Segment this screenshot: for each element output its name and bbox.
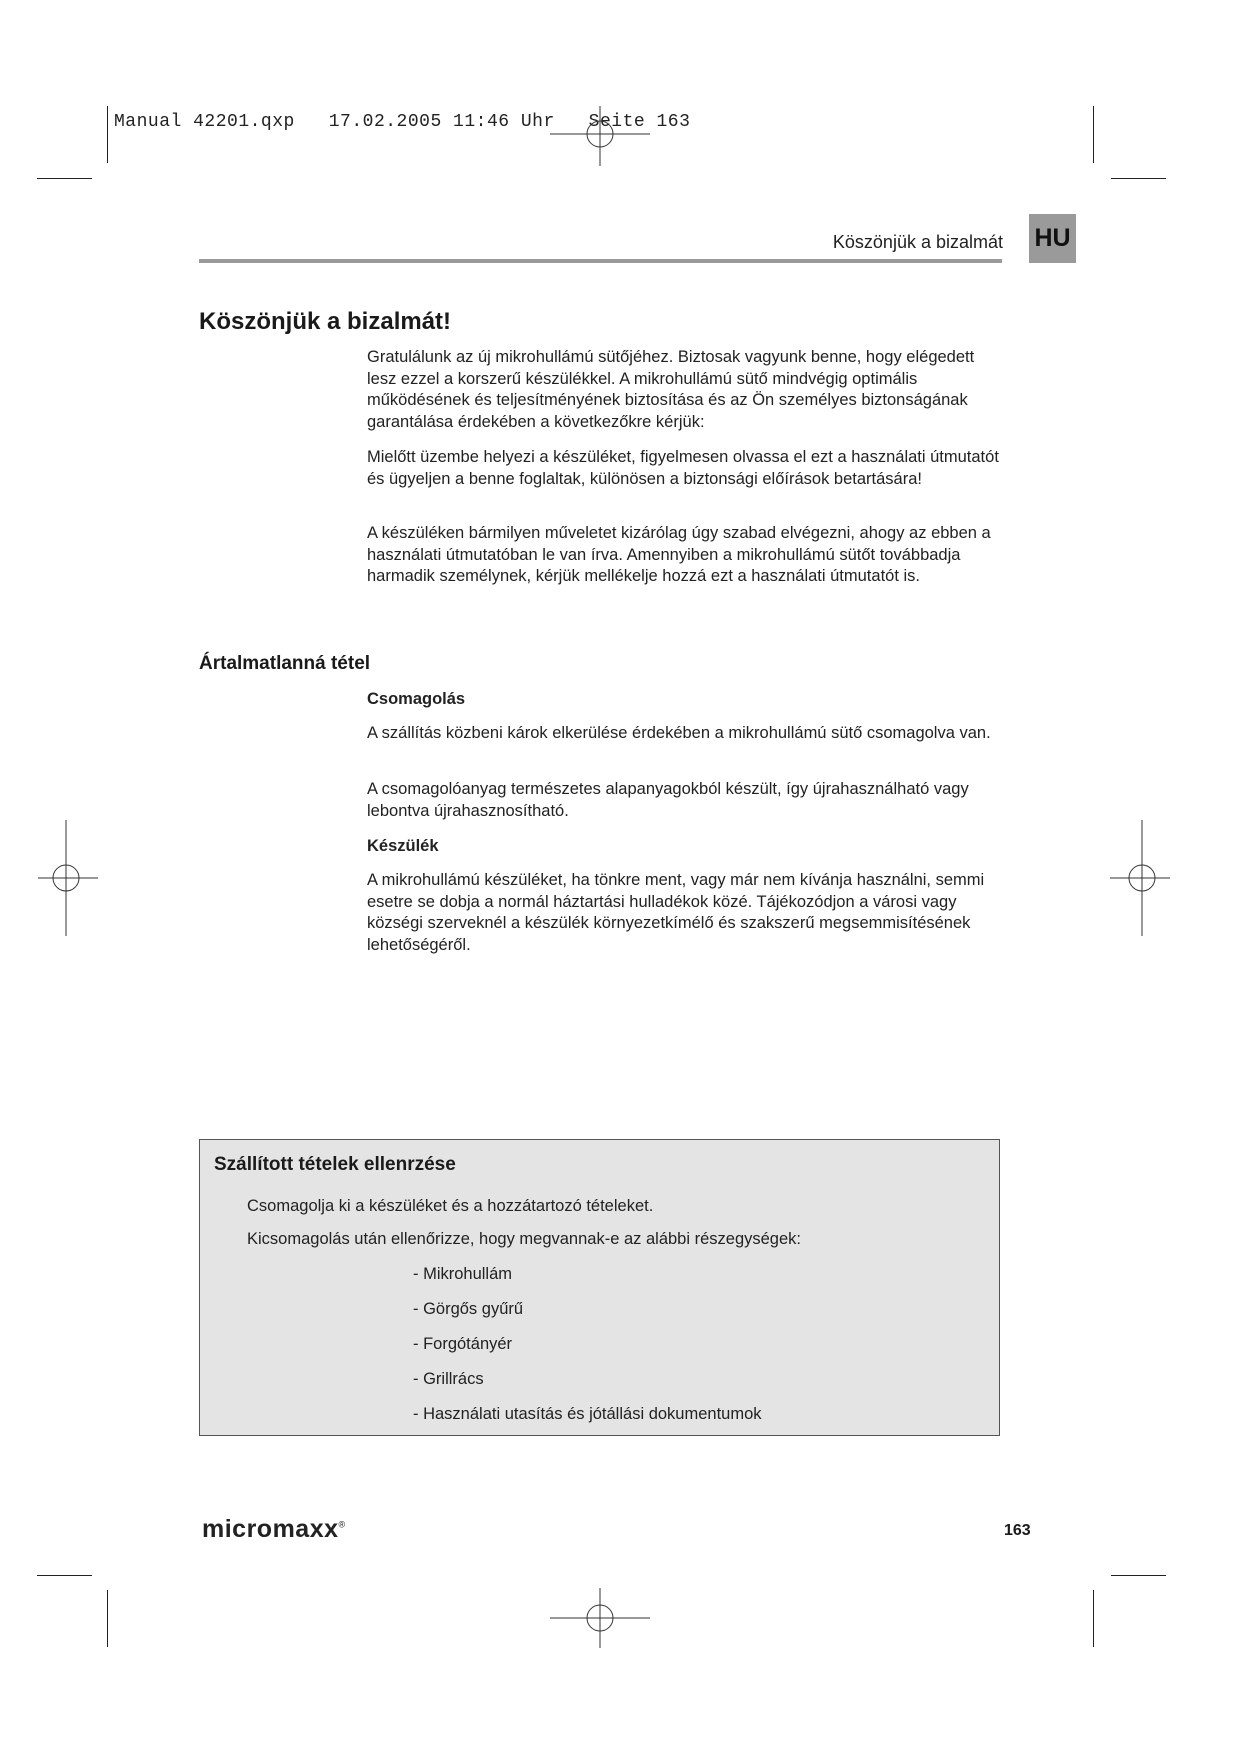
registration-mark-icon bbox=[550, 106, 650, 166]
packaging-paragraph bbox=[367, 723, 1007, 745]
intro-paragraph bbox=[367, 523, 1007, 588]
box-title: Szállított tételek ellenrzése bbox=[214, 1154, 456, 1175]
list-item: - Forgótányér bbox=[413, 1335, 513, 1353]
registration-mark-icon bbox=[1110, 820, 1170, 936]
paragraph: A csomagolóanyag természetes alapanyagokból készült, így újrahasználható vagy lebontva újrahasznosítható. bbox=[367, 780, 969, 820]
box-line: Kicsomagolás után ellenőrizze, hogy megvannak-e az alábbi részegységek: bbox=[247, 1230, 801, 1248]
crop-mark bbox=[1093, 1590, 1094, 1647]
crop-mark bbox=[107, 1590, 108, 1647]
subheading-appliance: Készülék bbox=[367, 837, 439, 855]
page-number: 163 bbox=[1004, 1522, 1031, 1539]
paragraph: A mikrohullámú készüléket, ha tönkre ment, vagy már nem kívánja használni, semmi esetre se dobja a normál háztartási hulladékok közé. Tájékozódjon a városi vagy községi szerveknél a készülék környezetkímélő és szakszerű megsemmisítésének lehetőségéről. bbox=[367, 871, 985, 954]
print-slug: Manual 42201.qxp 17.02.2005 11:46 Uhr Seite 163 bbox=[114, 112, 691, 132]
paragraph: Mielőtt üzembe helyezi a készüléket, figyelmesen olvassa el ezt a használati útmutatót és ügyeljen a benne foglaltak, különösen a biztonsági előírások betartására! bbox=[367, 448, 999, 488]
intro-paragraph bbox=[367, 347, 1007, 433]
language-badge: HU bbox=[1029, 214, 1076, 263]
intro-paragraph bbox=[367, 447, 1007, 490]
crop-mark bbox=[37, 178, 92, 179]
crop-mark bbox=[1093, 106, 1094, 163]
section-heading-disposal: Ártalmatlanná tétel bbox=[199, 653, 371, 674]
brand-logo bbox=[202, 1515, 346, 1544]
paragraph: Gratulálunk az új mikrohullámú sütőjéhez. Biztosak vagyunk benne, hogy elégedett lesz ezzel a korszerű készülékkel. A mikrohullámú sütő mindvégig optimális működésének és teljesítményének biztosítása és az Ön személyes biztonságának garantálása érdekében a következőkre kérjük: bbox=[367, 348, 975, 431]
list-item: - Grillrács bbox=[413, 1370, 484, 1388]
crop-mark bbox=[1111, 1575, 1166, 1576]
delivery-check-box bbox=[199, 1139, 1000, 1436]
parts-list bbox=[413, 1265, 762, 1440]
registered-mark: ® bbox=[338, 1519, 346, 1530]
list-item: - Mikrohullám bbox=[413, 1265, 513, 1283]
crop-mark bbox=[37, 1575, 92, 1576]
list-item: - Görgős gyűrű bbox=[413, 1300, 524, 1318]
crop-mark bbox=[107, 106, 108, 163]
appliance-paragraph bbox=[367, 870, 1007, 956]
header-rule bbox=[199, 259, 1002, 263]
registration-mark-icon bbox=[550, 1588, 650, 1648]
running-header-title: Köszönjük a bizalmát bbox=[832, 232, 1003, 252]
section-heading-thanks: Köszönjük a bizalmát! bbox=[199, 308, 452, 335]
brand-name: micromaxx bbox=[202, 1515, 339, 1543]
subheading-packaging: Csomagolás bbox=[367, 690, 466, 708]
box-line: Csomagolja ki a készüléket és a hozzátartozó tételeket. bbox=[247, 1197, 654, 1215]
packaging-paragraph bbox=[367, 779, 1007, 822]
list-item: - Használati utasítás és jótállási dokumentumok bbox=[413, 1405, 762, 1423]
paragraph: A szállítás közbeni károk elkerülése érdekében a mikrohullámú sütő csomagolva van. bbox=[367, 724, 991, 742]
registration-mark-icon bbox=[38, 820, 98, 936]
paragraph: A készüléken bármilyen műveletet kizárólag úgy szabad elvégezni, ahogy az ebben a használati útmutatóban le van írva. Amennyiben a mikrohullámú sütőt továbbadja harmadik személynek, kérjük mellékelje hozzá ezt a használati útmutatót is. bbox=[367, 524, 991, 585]
crop-mark bbox=[1111, 178, 1166, 179]
